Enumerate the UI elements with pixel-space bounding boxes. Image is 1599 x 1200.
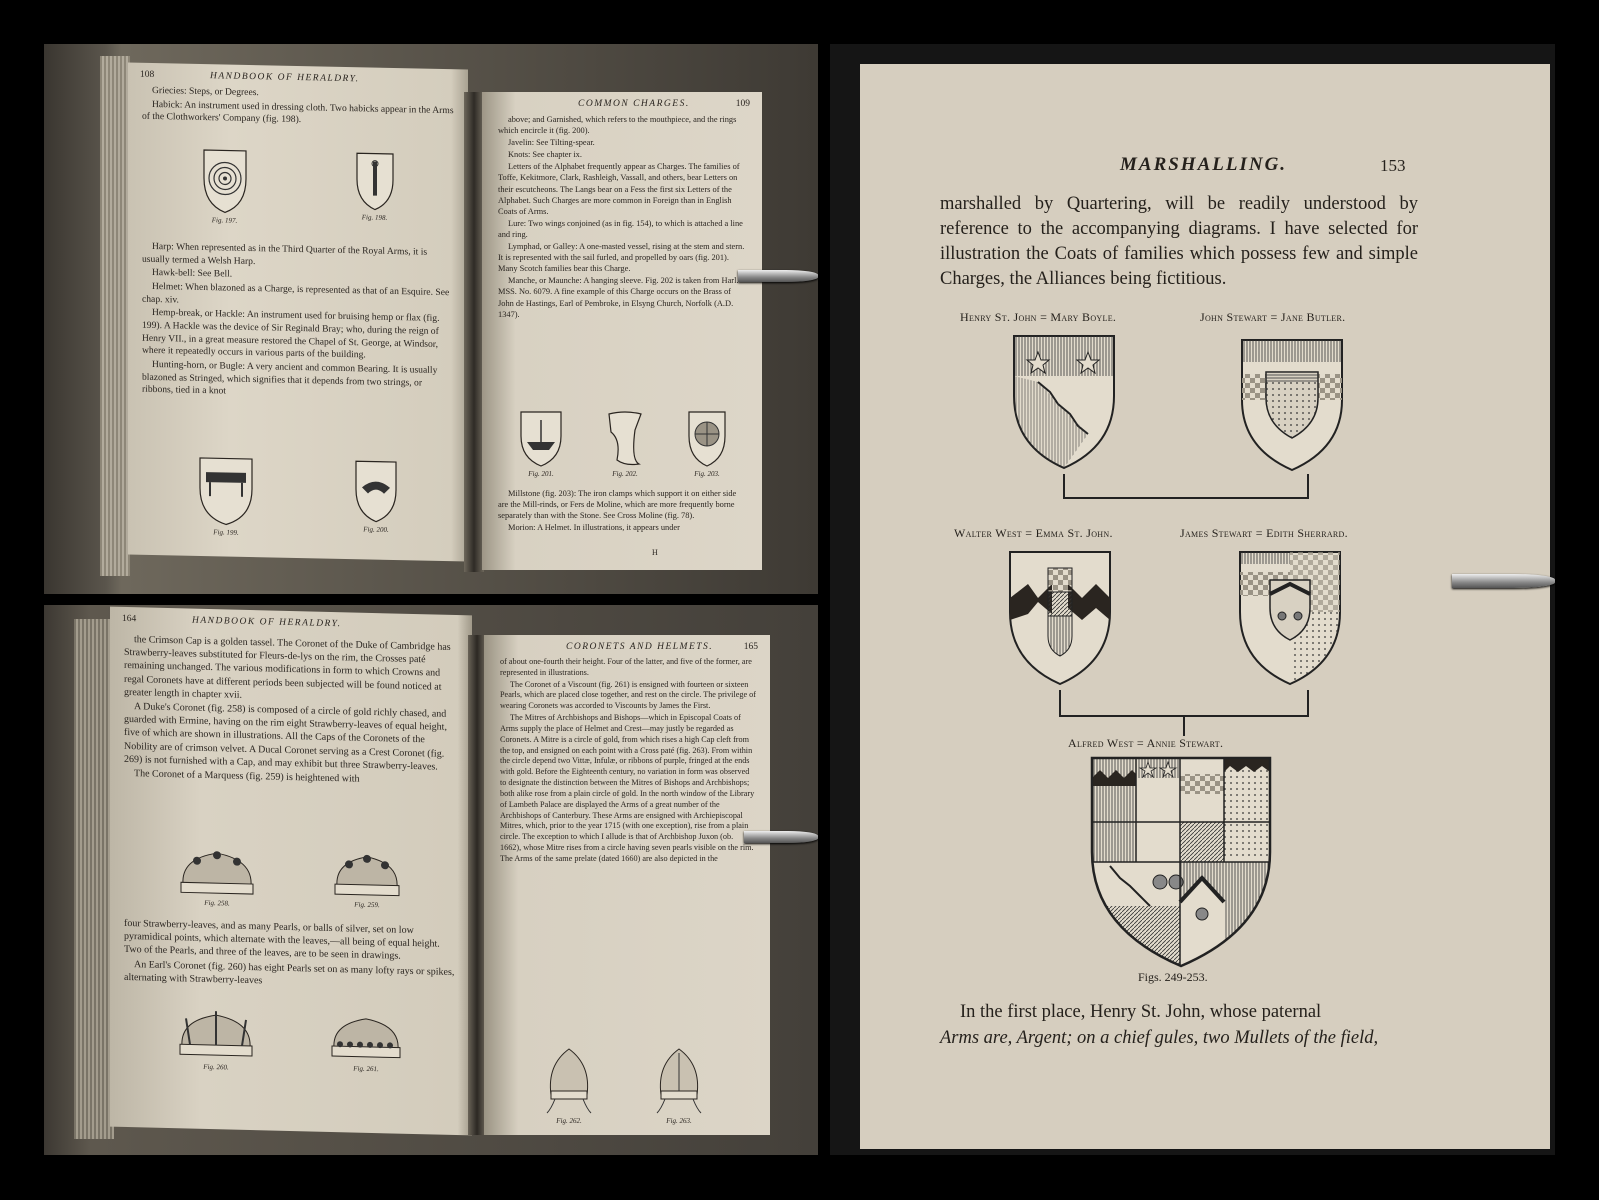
left-page bbox=[128, 62, 468, 561]
bookmark bbox=[744, 831, 818, 843]
text-block bbox=[500, 657, 756, 866]
figure-caption: Fig. 261. bbox=[353, 1064, 379, 1074]
entry: Hemp-break, or Hackle: An instrument used for bruising hemp or flax (fig. 199). A Hackle was the device of Sir Reginald Bray; who, during the reign of Henry VII., in a great measure restored the Chapel of St. George, at Windsor, where it repeatedly occurs in various parts of the building. bbox=[142, 307, 440, 361]
lineage-connector bbox=[1060, 474, 1320, 518]
entry: above; and Garnished, which refers to the mouthpiece, and the rings which encircle it (fig. 200). bbox=[498, 115, 737, 136]
paragraph-bottom-line1: In the first place, Henry St. John, whose paternal bbox=[960, 1002, 1322, 1022]
figure-caption: Fig. 258. bbox=[204, 898, 230, 908]
figure bbox=[328, 1008, 404, 1077]
book-spread bbox=[44, 605, 818, 1155]
photo-panel-right bbox=[830, 44, 1555, 1155]
entry: Morion: A Helmet. In illustrations, it appears under bbox=[508, 523, 680, 533]
running-head: MARSHALLING. bbox=[1120, 154, 1288, 175]
page-number: 164 bbox=[122, 613, 137, 625]
figure-caption: Fig. 259. bbox=[354, 900, 380, 910]
entry: An Earl's Coronet (fig. 260) has eight Pearls set on as many lofty rays or spikes, alternating with Strawberry-leaves bbox=[124, 958, 455, 987]
entry: Millstone (fig. 203): The iron clamps which support it on either side are the Mill-rinds, or Fers de Moline, which are more frequently borne separately than with the Stone. See Cross Moline (fig. 78). bbox=[498, 489, 737, 521]
figure bbox=[331, 848, 403, 913]
figure bbox=[543, 1045, 595, 1126]
entry: Hawk-bell: See Bell. bbox=[152, 267, 233, 280]
alliance-label: Walter West = Emma St. John. bbox=[954, 526, 1113, 540]
entry: Habick: An instrument used in dressing cloth. Two habicks appear in the Arms of the Clothworkers' Company (fig. 198). bbox=[142, 98, 454, 126]
mitre-icon bbox=[543, 1045, 595, 1115]
figure bbox=[177, 844, 257, 909]
running-head: COMMON CHARGES. bbox=[578, 99, 690, 109]
figure-caption: Fig. 197. bbox=[211, 216, 238, 225]
figure-caption: Fig. 263. bbox=[666, 1117, 692, 1125]
running-head: HANDBOOK OF HERALDRY. bbox=[192, 615, 342, 630]
text-block-middle bbox=[124, 917, 456, 993]
coat-of-arms-icon bbox=[1238, 550, 1342, 686]
right-page bbox=[484, 635, 770, 1135]
signature-mark: H bbox=[652, 548, 658, 557]
figure-row bbox=[514, 1045, 734, 1126]
alliance-label: Alfred West = Annie Stewart. bbox=[1068, 736, 1224, 750]
habick-shield-icon bbox=[355, 151, 395, 212]
entry: Lure: Two wings conjoined (as in fig. 154), to which is attached a line and ring. bbox=[498, 218, 743, 239]
entry: Knots: See chapter ix. bbox=[508, 150, 582, 160]
coronet-icon bbox=[331, 848, 403, 900]
figure-caption: Fig. 198. bbox=[361, 213, 388, 222]
figure-row bbox=[140, 843, 440, 914]
entry: Lymphad, or Galley: A one-masted vessel, rising at the stem and stern. It is represented with the sail furled, and propelled by oars (fig. 201). Many Scotch families bear this Charge. bbox=[498, 242, 745, 274]
figure bbox=[202, 148, 248, 226]
entry: of about one-fourth their height. Four of the latter, and five of the former, are represented in illustrations. bbox=[500, 657, 752, 677]
figure-caption: Fig. 200. bbox=[363, 525, 389, 534]
paragraph-bottom-line2: Arms are, Argent; on a chief gules, two Mullets of the field, bbox=[940, 1028, 1379, 1048]
right-page bbox=[482, 92, 762, 570]
entry: The Mitres of Archbishops and Bishops—which in Episcopal Coats of Arms supply the place of Helmet and Crest—may justly be regarded as Coronets. A Mitre is a circle of gold, from which rises a high Cap cleft from the top, and ensigned on each point with a Cross paté (fig. 263). From within the circle depend two Vittæ, Infulæ, or ribbons of purple, fringed at the ends with gold. Before the Eighteenth century, no variation in form was observed to designate the distinction between the Mitres of Bishops and Archbishops; both alike rose from a plain circle of gold. In the north window of the Library of Lambeth Palace are displayed the Arms of a great number of the Archbishops of Canterbury. These Arms are ensigned with Archiepiscopal Mitres, which, prior to the year 1715 (with one exception), rise from a plain circle. The exception to which I allude is that of Archbishop Juxon (ob. 1662), whose Mitre rises from a circle having seven pearls visible on the rim. The Arms of the same prelate (dated 1660) are also depicted in the bbox=[500, 713, 755, 863]
hackle-shield-icon bbox=[198, 456, 254, 527]
figure-row bbox=[498, 410, 748, 479]
entry: A Duke's Coronet (fig. 258) is composed of a circle of gold richly chased, and guarded with Ermine, having on the rim eight Strawberry-leaves of equal height, five of which are shown in illustrations. All the Caps of the Coronets of the Nobility are of crimson velvet. A Ducal Coronet serving as a Crest Coronet (fig. 269) is not furnished with a Cap, and may exhibit but three Strawberry-leaves. bbox=[124, 701, 447, 773]
figure-caption: Fig. 262. bbox=[556, 1117, 582, 1125]
figure-row bbox=[140, 1003, 440, 1078]
figure-caption: Fig. 203. bbox=[694, 470, 720, 478]
entry: four Strawberry-leaves, and as many Pearls, or balls of silver, set on low pyramidical points, which alternate with the leaves,—all being of equal height. Two of the Pearls, and three of the leaves, are to be seen in drawings. bbox=[124, 917, 440, 963]
entry: the Crimson Cap is a golden tassel. The Coronet of the Duke of Cambridge has Strawberry-leaves substituted for Fleurs-de-lys on the rim, the Crosses paté remaining unchanged. The various modifications in form to which Crowns and regal Coronets have at different periods been subjected will be found noticed at greater length in chapter xvii. bbox=[124, 634, 451, 701]
figure bbox=[198, 456, 254, 538]
page-number: 153 bbox=[1380, 156, 1406, 175]
lymphad-shield-icon bbox=[519, 410, 563, 468]
entry: Harp: When represented as in the Third Quarter of the Royal Arms, it is usually termed a Welsh Harp. bbox=[142, 240, 428, 267]
page-edges bbox=[74, 619, 114, 1139]
figure bbox=[519, 410, 563, 479]
habick-shield-icon bbox=[202, 148, 248, 215]
text-block-top bbox=[124, 633, 456, 789]
entry: Griecies: Steps, or Degrees. bbox=[152, 84, 259, 99]
gutter bbox=[464, 92, 484, 572]
bookmark bbox=[1452, 574, 1555, 588]
lineage-connector bbox=[1056, 690, 1316, 736]
coronet-icon bbox=[177, 844, 257, 898]
running-head: HANDBOOK OF HERALDRY. bbox=[210, 71, 360, 85]
entry: Javelin: See Tilting-spear. bbox=[508, 138, 595, 148]
page-number: 108 bbox=[140, 69, 155, 80]
running-head: CORONETS AND HELMETS. bbox=[566, 642, 714, 652]
figure-caption: Fig. 260. bbox=[203, 1062, 229, 1072]
figure-caption: Fig. 202. bbox=[612, 470, 638, 478]
figure bbox=[687, 410, 727, 479]
entry: Manche, or Maunche: A hanging sleeve. Fig. 202 is taken from Harl. MSS. No. 6079. A fine example of this Charge occurs on the Brass of John de Hastings, Earl of Pembroke, in Elsyng Church, Norfolk (A.D. 1347). bbox=[498, 276, 739, 319]
figure-caption: Fig. 199. bbox=[213, 528, 239, 537]
viscount-coronet-icon bbox=[328, 1008, 404, 1064]
page-number: 165 bbox=[743, 642, 758, 652]
coat-of-arms-icon bbox=[1008, 550, 1112, 686]
manche-icon bbox=[605, 410, 645, 468]
figure-caption: Fig. 201. bbox=[528, 470, 554, 478]
entry: Letters of the Alphabet frequently appear as Charges. The families of Toffe, Kekitmore, Clark, Rashleigh, Vassall, and others, bear Letters on their escutcheons. The Langs bear on a Fess the first six Letters of the Alphabet. Such Charges are more common in Foreign than in English Coats of Arms. bbox=[498, 162, 740, 216]
entry: Helmet: When blazoned as a Charge, is represented as that of an Esquire. See chap. xiv. bbox=[142, 280, 450, 306]
figure bbox=[605, 410, 645, 479]
figure-row bbox=[148, 455, 448, 543]
figure-row bbox=[148, 147, 448, 231]
figure bbox=[653, 1045, 705, 1126]
quartered-coat-of-arms-icon bbox=[1090, 756, 1272, 968]
millstone-shield-icon bbox=[687, 410, 727, 468]
photo-panel-top-left bbox=[44, 44, 818, 594]
entry: The Coronet of a Viscount (fig. 261) is ensigned with fourteen or sixteen Pearls, which are placed close together, and rest on the circle. The privilege of wearing Coronets was accorded to Viscounts by James the First. bbox=[500, 679, 756, 711]
text-block-middle bbox=[142, 241, 454, 404]
alliance-label: James Stewart = Edith Sherrard. bbox=[1180, 526, 1348, 540]
book-spread bbox=[44, 44, 818, 594]
text-block-top bbox=[142, 85, 454, 132]
alliance-label: Henry St. John = Mary Boyle. bbox=[960, 310, 1117, 324]
text-block-bottom bbox=[498, 488, 748, 534]
bugle-shield-icon bbox=[354, 459, 398, 524]
coat-of-arms-icon bbox=[1240, 338, 1344, 472]
coat-of-arms-icon bbox=[1012, 334, 1116, 470]
bookmark bbox=[738, 270, 818, 282]
figure bbox=[355, 151, 395, 229]
figure bbox=[354, 459, 398, 541]
figure-caption: Figs. 249-253. bbox=[1138, 970, 1208, 984]
entry: Hunting-horn, or Bugle: A very ancient and common Bearing. It is usually blazoned as Stringed, which signifies that it depends from two strings, or ribbons, tied in a knot bbox=[142, 358, 438, 397]
text-block-top bbox=[498, 114, 748, 321]
alliance-label: John Stewart = Jane Butler. bbox=[1200, 310, 1346, 324]
page-number: 109 bbox=[735, 99, 750, 109]
entry: The Coronet of a Marquess (fig. 259) is heightened with bbox=[134, 768, 360, 785]
page-edges bbox=[100, 56, 130, 576]
photo-panel-bottom-left bbox=[44, 605, 818, 1155]
figure bbox=[176, 1004, 256, 1073]
earl-coronet-icon bbox=[176, 1004, 256, 1062]
mitre-icon bbox=[653, 1045, 705, 1115]
page bbox=[860, 64, 1550, 1149]
left-page bbox=[110, 607, 472, 1136]
paragraph-top: marshalled by Quartering, will be readily understood by reference to the accompanying diagrams. I have selected for illustration the Coats of families which possess few and simple Charges, the Alliances being fictitious. bbox=[940, 194, 1418, 289]
